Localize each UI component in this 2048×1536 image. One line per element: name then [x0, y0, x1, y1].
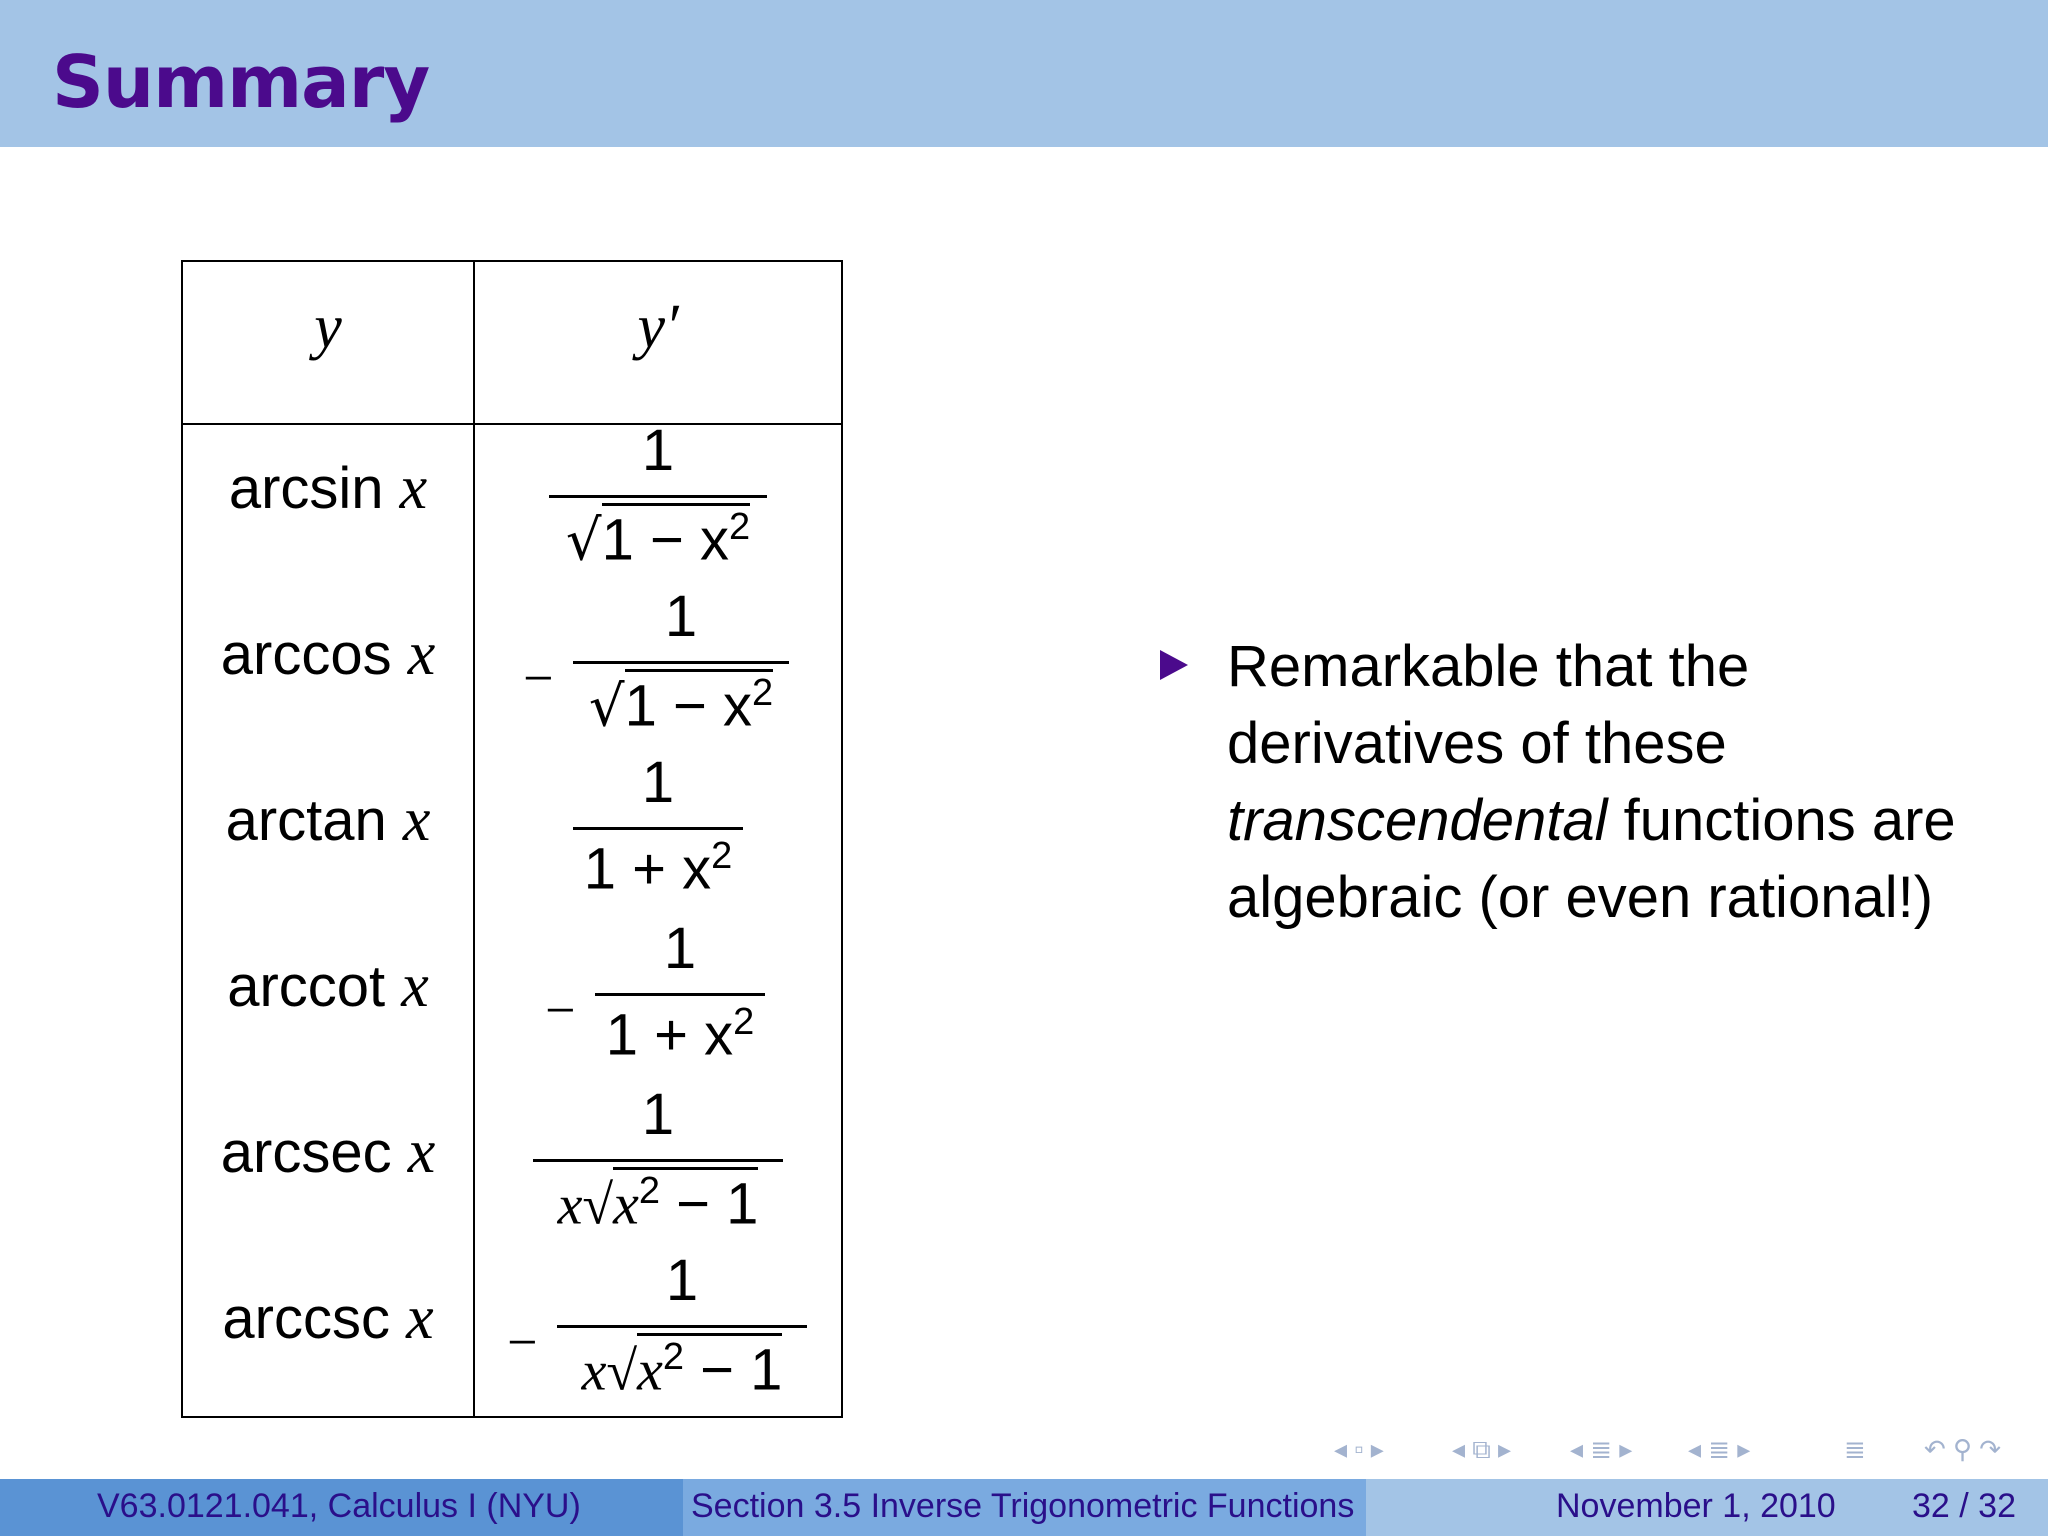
nav-subsection-icon[interactable]: ◂ ⧉ ▸: [1452, 1434, 1512, 1464]
footer-right: [1366, 1479, 2048, 1536]
footer-date: November 1, 2010: [1556, 1487, 1836, 1525]
numerator: 1: [641, 418, 675, 483]
fraction-bar: [533, 1159, 783, 1162]
minus-sign: −: [507, 1312, 538, 1372]
denominator: $x√x^2 - 1$: [557, 1333, 807, 1403]
fraction: [549, 418, 767, 591]
table-row: [183, 584, 841, 757]
table-row: [183, 750, 841, 923]
derivative-cell: [475, 418, 841, 591]
bullet-triangle-icon: [1160, 650, 1188, 680]
numerator: 1: [641, 750, 675, 815]
fraction: [573, 750, 743, 923]
footer-left: [0, 1479, 683, 1536]
table-row: [183, 1082, 841, 1255]
bullet-text: Remarkable that the derivatives of these transcendental functions are algebraic (or even rational!): [1227, 634, 1956, 930]
function-name: arctan x: [225, 786, 431, 854]
minus-sign: −: [523, 648, 554, 708]
derivative-cell: [475, 584, 841, 757]
nav-section-icon[interactable]: ◂ ≣ ▸: [1570, 1434, 1633, 1464]
function-name: arcsec x: [220, 1118, 436, 1186]
denominator: $1 + x^2$: [605, 1001, 755, 1068]
beamer-navigation: [1334, 1434, 2034, 1464]
denominator: $x√x^2 - 1$: [533, 1167, 783, 1237]
fraction-bar: [549, 495, 767, 498]
numerator: 1: [663, 916, 697, 981]
minus-sign: −: [545, 980, 576, 1040]
footer-page: 32 / 32: [1912, 1487, 2016, 1525]
table-row: [183, 418, 841, 591]
table-row: [183, 916, 841, 1089]
function-name: arccot x: [227, 952, 429, 1020]
fraction: [595, 916, 765, 1089]
derivative-table: [181, 260, 843, 1418]
slide-title: Summary: [52, 40, 430, 124]
numerator: 1: [641, 1082, 675, 1147]
fraction-bar: [557, 1325, 807, 1328]
numerator: 1: [664, 584, 698, 649]
footer-middle: [683, 1479, 1366, 1536]
footer: [0, 1479, 2048, 1536]
table-header-y: y: [314, 293, 342, 361]
denominator: $1 + x^2$: [583, 835, 733, 902]
fraction: [573, 584, 789, 757]
table-header-yprime: y′: [637, 293, 679, 361]
derivative-cell: [475, 750, 841, 923]
denominator: $√1 - x^2$: [549, 503, 767, 573]
fraction-bar: [595, 993, 765, 996]
function-name: arccos x: [220, 620, 436, 688]
footer-course: V63.0121.041, Calculus I (NYU): [97, 1487, 581, 1525]
derivative-cell: [475, 1248, 841, 1421]
footer-section: Section 3.5 Inverse Trigonometric Functions: [691, 1487, 1355, 1525]
fraction: [557, 1248, 807, 1421]
denominator: $√1 - x^2$: [573, 669, 789, 739]
function-name: arccsc x: [222, 1284, 434, 1352]
derivative-cell: [475, 916, 841, 1089]
nav-frame-icon[interactable]: ◂ ▫ ▸: [1334, 1434, 1384, 1464]
fraction-bar: [573, 827, 743, 830]
table-row: [183, 1248, 841, 1421]
derivative-cell: [475, 1082, 841, 1255]
fraction: [533, 1082, 783, 1255]
nav-doc-icon[interactable]: ◂ ≣ ▸: [1688, 1434, 1751, 1464]
nav-search-icon[interactable]: ↶ ⚲ ↷: [1924, 1434, 2002, 1464]
numerator: 1: [665, 1248, 699, 1313]
fraction-bar: [573, 661, 789, 664]
function-name: arcsin x: [228, 454, 428, 522]
nav-appendix-icon[interactable]: ≣: [1844, 1434, 1866, 1464]
